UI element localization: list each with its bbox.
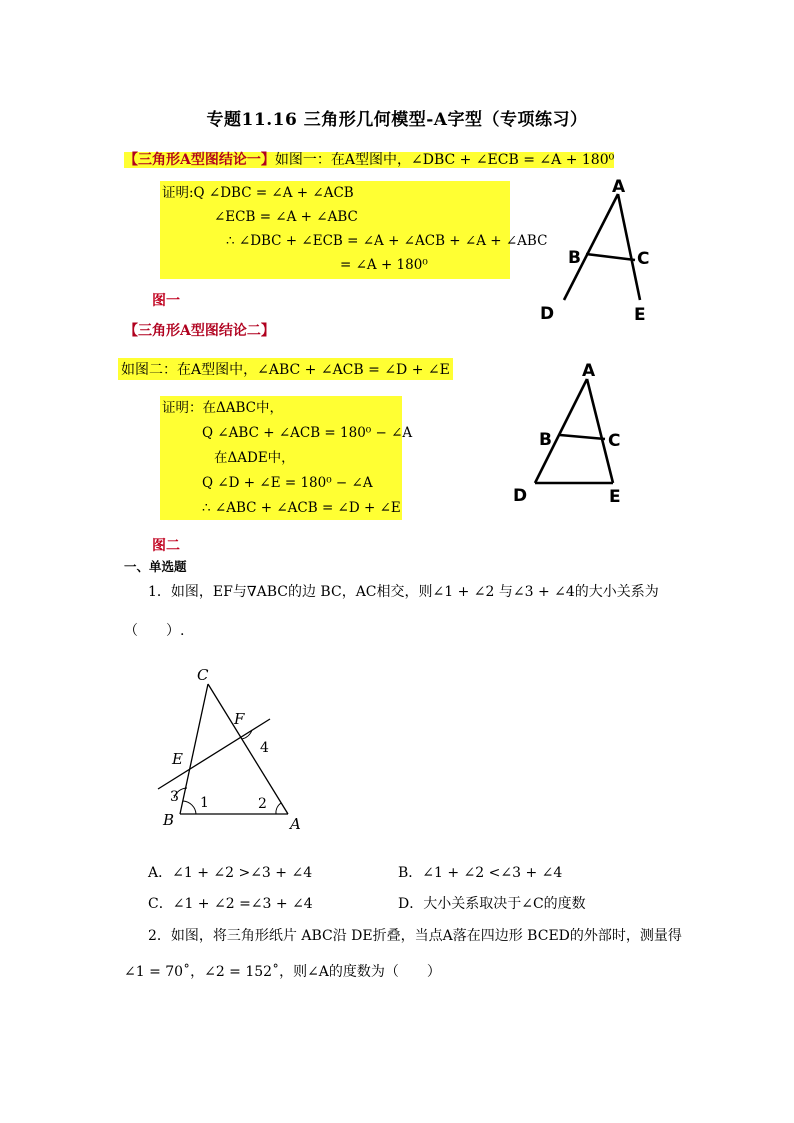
fig2-label-e: E — [609, 487, 621, 507]
question1-blank: （ ）. — [124, 623, 185, 639]
fig1-label-c: C — [637, 249, 650, 269]
q1-angle-2-arc — [276, 803, 281, 814]
fig1-line-bc — [586, 254, 635, 260]
fig2-label-b: B — [539, 430, 552, 450]
section1-statement: 如图一：在A型图中，∠DBC + ∠ECB = ∠A + 180⁰ — [274, 152, 615, 168]
q1-label-angle-3: 3 — [170, 789, 179, 805]
q1-side-ca — [208, 684, 288, 814]
fig2-label-d: D — [513, 486, 528, 506]
fig1-label-a: A — [612, 177, 626, 197]
section2-statement: 如图二：在A型图中，∠ABC + ∠ACB = ∠D + ∠E — [118, 358, 453, 380]
question2-line-2: ∠1 = 70˚，∠2 = 152˚，则∠A的度数为（ ） — [124, 964, 441, 980]
q1-label-b: B — [163, 811, 175, 829]
question1-option-c[interactable]: C．∠1 + ∠2 =∠3 + ∠4 — [148, 896, 313, 912]
proof2-line-5: ∴ ∠ABC + ∠ACB = ∠D + ∠E — [202, 500, 401, 516]
q1-angle-1-arc — [183, 801, 196, 814]
section-heading-single-choice: 一、单选题 — [124, 559, 187, 574]
section1-header — [124, 149, 614, 169]
proof2-line-2: Q ∠ABC + ∠ACB = 180⁰ − ∠A — [202, 425, 413, 441]
q1-label-f: F — [234, 710, 245, 728]
question1-option-a[interactable]: A．∠1 + ∠2 >∠3 + ∠4 — [148, 865, 313, 881]
question1-text: 1．如图，EF与∇ABC的边 BC，AC相交，则∠1 + ∠2 与∠3 + ∠4的大小关系为 — [148, 584, 659, 600]
question1-option-d[interactable]: D．大小关系取决于∠C的度数 — [398, 896, 586, 912]
q1-label-e: E — [172, 750, 183, 768]
fig1-label-b: B — [568, 248, 581, 268]
q1-label-a: A — [290, 815, 301, 832]
section2-proof-box — [160, 396, 413, 520]
proof2-line-1: 证明：在ΔABC中， — [162, 400, 283, 416]
fig2-label-c: C — [608, 431, 621, 451]
section2-tag: 【三角形A型图结论二】 — [124, 323, 275, 339]
fig1-line-ae — [618, 194, 640, 300]
fig1-label-d: D — [540, 304, 555, 324]
figure1-caption: 图一 — [152, 293, 180, 309]
proof2-line-4: Q ∠D + ∠E = 180⁰ − ∠A — [202, 475, 373, 491]
figure2-caption: 图二 — [152, 538, 180, 554]
proof1-line-1: 证明:Q ∠DBC = ∠A + ∠ACB — [162, 185, 354, 201]
page-title: 专题11.16 三角形几何模型-A字型（专项练习） — [206, 110, 588, 130]
fig2-label-a: A — [582, 361, 596, 381]
question1-option-b[interactable]: B．∠1 + ∠2 <∠3 + ∠4 — [398, 865, 563, 881]
figure2-diagram — [505, 355, 650, 510]
q1-label-angle-1: 1 — [200, 795, 209, 811]
fig1-label-e: E — [634, 305, 646, 325]
question1-diagram — [150, 662, 330, 832]
q1-label-c: C — [197, 666, 209, 684]
fig2-line-bc — [560, 435, 605, 439]
proof2-line-3: 在ΔADE中， — [214, 450, 295, 466]
proof1-line-3: ∴ ∠DBC + ∠ECB = ∠A + ∠ACB + ∠A + ∠ABC — [226, 233, 548, 249]
fig1-line-ad — [564, 194, 618, 300]
q1-label-angle-4: 4 — [260, 740, 269, 756]
figure1-diagram — [530, 172, 670, 327]
section1-tag: 【三角形A型图结论一】 — [124, 152, 275, 168]
proof1-line-2: ∠ECB = ∠A + ∠ABC — [214, 209, 358, 225]
proof1-line-4: = ∠A + 180⁰ — [340, 257, 428, 273]
section1-proof-box — [160, 181, 548, 279]
question2-line-1: 2．如图，将三角形纸片 ABC沿 DE折叠，当点A落在四边形 BCED的外部时，测量得 — [148, 928, 682, 944]
q1-label-angle-2: 2 — [258, 796, 267, 812]
